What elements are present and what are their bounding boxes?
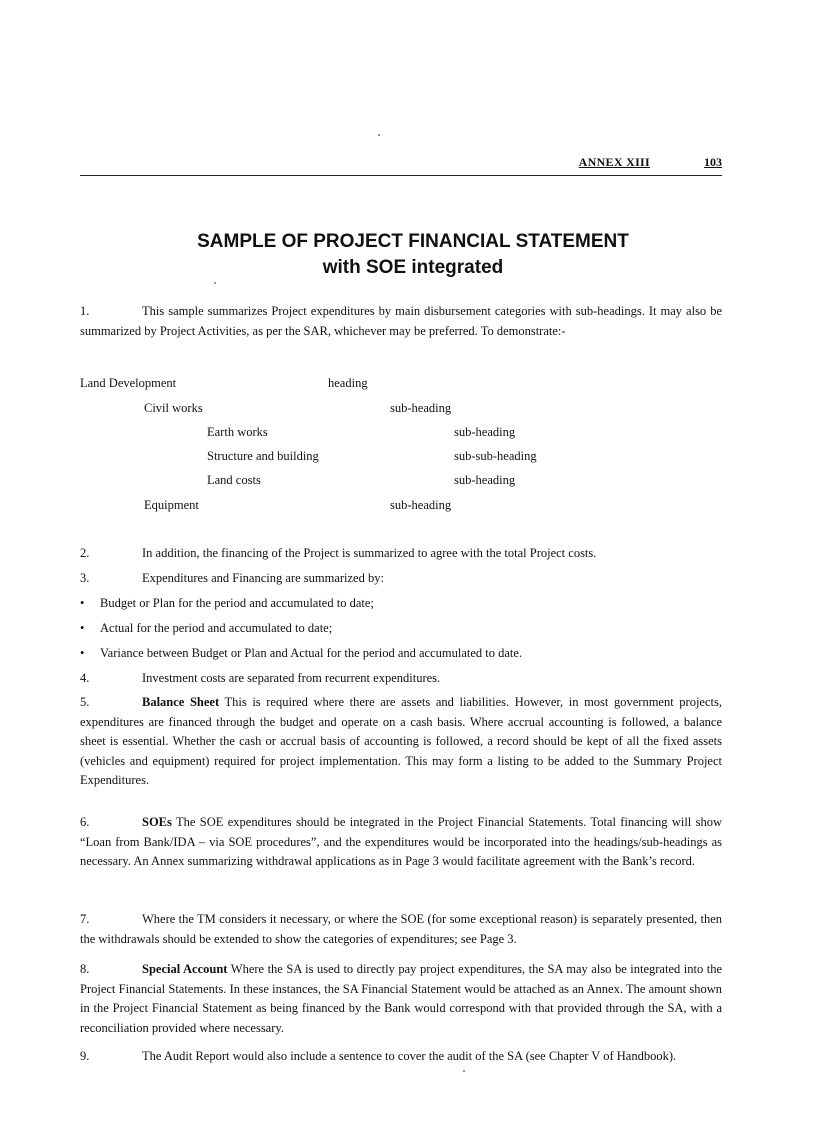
running-header (80, 152, 722, 174)
bullet-text: Variance between Budget or Plan and Actual for the period and accumulated to date. (100, 646, 523, 660)
paragraph-1 (80, 302, 722, 341)
tree-label-equipment: Equipment (144, 498, 199, 512)
paragraph-number: 3. (80, 571, 90, 585)
annex-label: ANNEX XIII (578, 155, 650, 169)
page-number: 103 (704, 155, 722, 169)
paragraph-6 (80, 813, 722, 872)
tree-label-structure-building: Structure and building (207, 449, 319, 463)
paragraph-4 (80, 670, 722, 686)
scan-speck (463, 1070, 465, 1072)
bullet-icon: • (80, 596, 85, 610)
paragraph-3 (80, 570, 722, 586)
paragraph-lead: SOEs (142, 815, 172, 829)
bullet-item (80, 645, 522, 661)
paragraph-text: In addition, the financing of the Project is summarized to agree with the total Project costs. (142, 546, 597, 560)
paragraph-number: 5. (80, 695, 90, 709)
paragraph-text: This is required where there are assets and liabilities. However, in most government projects, expenditures are financed through the budget and operate on a cash basis. Where accrual accounting is followed, a balance sheet is essential. Whether the cash or accrual basis of accounting is followed, a record should be kept of all the fixed assets (vehicles and equipment) required for project implementation. This may form a listing to be added to the Summary Project Expenditures. (80, 695, 722, 787)
bullet-text: Actual for the period and accumulated to date; (100, 621, 333, 635)
paragraph-text: Where the SA is used to directly pay project expenditures, the SA may also be integrated into the Project Financial Statements. In these instances, the SA Financial Statement would be attached as an Annex. The amount shown in the Project Financial Statement as being financed by the Bank would correspond with that provided through the SA, with a reconciliation provided where necessary. (80, 962, 722, 1035)
paragraph-number: 4. (80, 671, 90, 685)
bullet-icon: • (80, 646, 85, 660)
page-title: SAMPLE OF PROJECT FINANCIAL STATEMENT (197, 231, 629, 252)
paragraph-number: 6. (80, 815, 90, 829)
paragraph-text: Where the TM considers it necessary, or where the SOE (for some exceptional reason) is separately presented, then the withdrawals should be extended to show the categories of expenditures; see Page 3. (80, 912, 722, 946)
tree-label-civil-works: Civil works (144, 401, 203, 415)
tree-type-sub-sub-heading: sub-sub-heading (454, 449, 537, 463)
scan-speck (214, 282, 216, 284)
paragraph-number: 2. (80, 546, 90, 560)
page-subtitle: with SOE integrated (322, 257, 504, 278)
paragraph-9 (80, 1048, 722, 1064)
tree-type-sub-heading: sub-heading (390, 401, 452, 415)
tree-type-sub-heading: sub-heading (390, 498, 452, 512)
paragraph-text: The SOE expenditures should be integrated in the Project Financial Statements. Total financing will show “Loan from Bank/IDA – via SOE procedures”, and the expenditures would be incorporated into the headings/sub-headings as necessary. An Annex summarizing withdrawal applications as in Page 3 would facilitate agreement with the Bank’s record. (80, 815, 722, 868)
paragraph-text: This sample summarizes Project expenditures by main disbursement categories with sub-headings. It may also be summarized by Project Activities, as per the SAR, whichever may be preferred. To demonstrate:- (80, 304, 722, 338)
paragraph-number: 1. (80, 304, 90, 318)
tree-label-land-development: Land Development (80, 376, 177, 390)
paragraph-text: Investment costs are separated from recurrent expenditures. (142, 671, 441, 685)
paragraph-8 (80, 960, 722, 1038)
paragraph-number: 9. (80, 1049, 90, 1063)
tree-label-earth-works: Earth works (207, 425, 268, 439)
paragraph-7 (80, 910, 722, 949)
tree-type-sub-heading: sub-heading (454, 473, 516, 487)
paragraph-text: The Audit Report would also include a sentence to cover the audit of the SA (see Chapter V of Handbook). (142, 1049, 677, 1063)
paragraph-number: 7. (80, 912, 90, 926)
paragraph-2 (80, 545, 722, 561)
paragraph-text: Expenditures and Financing are summarized by: (142, 571, 384, 585)
paragraph-5 (80, 693, 722, 791)
paragraph-lead: Balance Sheet (142, 695, 220, 709)
paragraph-lead: Special Account (142, 962, 228, 976)
bullet-text: Budget or Plan for the period and accumulated to date; (100, 596, 374, 610)
bullet-item (80, 620, 332, 636)
tree-type-sub-heading: sub-heading (454, 425, 516, 439)
tree-type-heading: heading (328, 376, 368, 390)
header-rule (80, 175, 722, 176)
bullet-item (80, 595, 374, 611)
paragraph-number: 8. (80, 962, 90, 976)
tree-label-land-costs: Land costs (207, 473, 261, 487)
scan-speck (378, 134, 380, 136)
bullet-icon: • (80, 621, 85, 635)
